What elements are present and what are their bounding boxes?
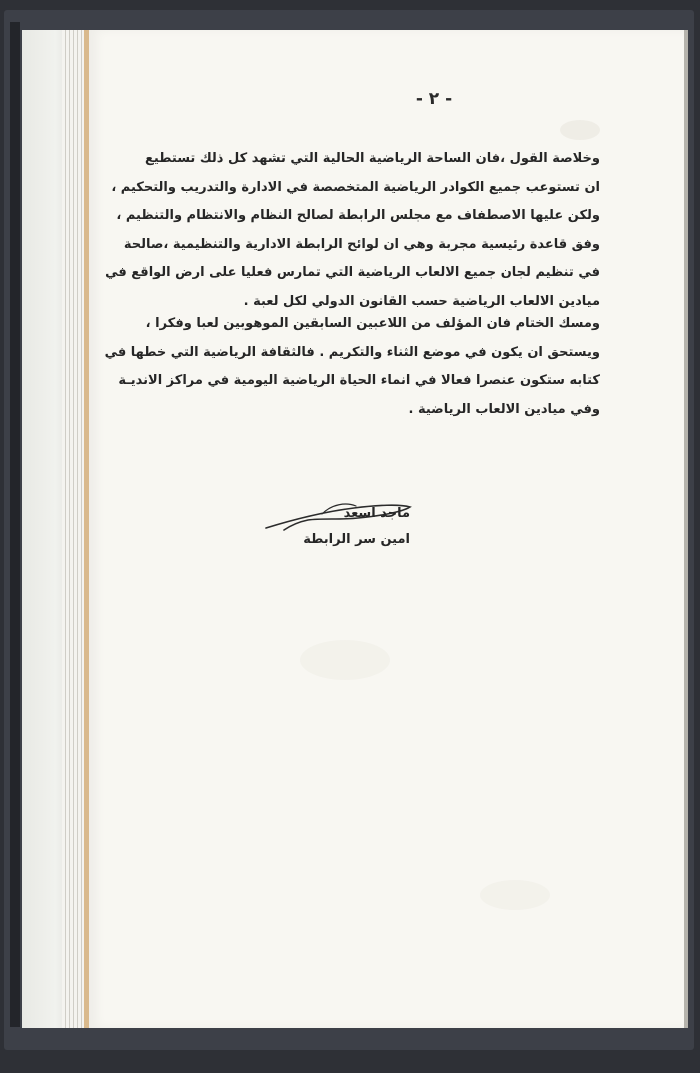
text-line: ولكن عليها الاصطفاف مع مجلس الرابطة لصالح النظام والانتظام والتنظيم ، [116,208,600,223]
text-line: وخلاصة القول ،فان الساحة الرياضية الحالية التي تشهد كل ذلك تستطيع [145,151,600,166]
paper-stain [300,640,390,680]
page-number: - ٢ - [415,89,453,109]
book-spine [10,22,20,1027]
text-line: ان تستوعب جميع الكوادر الرياضية المتخصصة في الادارة والتدريب والتحكيم ، [111,179,600,195]
signatory-title: امين سر الرابطة [303,532,410,547]
text-line: في تنظيم لجان جميع الالعاب الرياضية التي تمارس فعليا على ارض الواقع في [105,265,600,280]
text-line: وفي ميادين الالعاب الرياضية . [408,401,600,417]
text-line: كتابه ستكون عنصرا فعالا في انماء الحياة الرياضية اليومية في مراكز الانديـة [118,373,600,388]
paper-stain [480,880,550,910]
text-line: وفق قاعدة رئيسية مجربة وهي ان لوائح الرابطة الادارية والتنظيمية ،صالحة [123,236,600,252]
signatory-name: ماجد اسعد [343,506,410,521]
text-line: ميادين الالعاب الرياضية حسب القانون الدولي لكل لعبة . [243,293,600,309]
paragraph-closing-remarks [105,145,600,316]
right-page-edge [684,30,688,1028]
paragraph-final-note [104,310,600,424]
text-line: ومسك الختام فان المؤلف من اللاعبين السابقين الموهوبين لعبا وفكرا ، [145,316,600,331]
paper-stain [560,120,600,140]
text-line: ويستحق ان يكون في موضع الثناء والتكريم . فالثقافة الرياضية التي خطها في [104,344,600,360]
